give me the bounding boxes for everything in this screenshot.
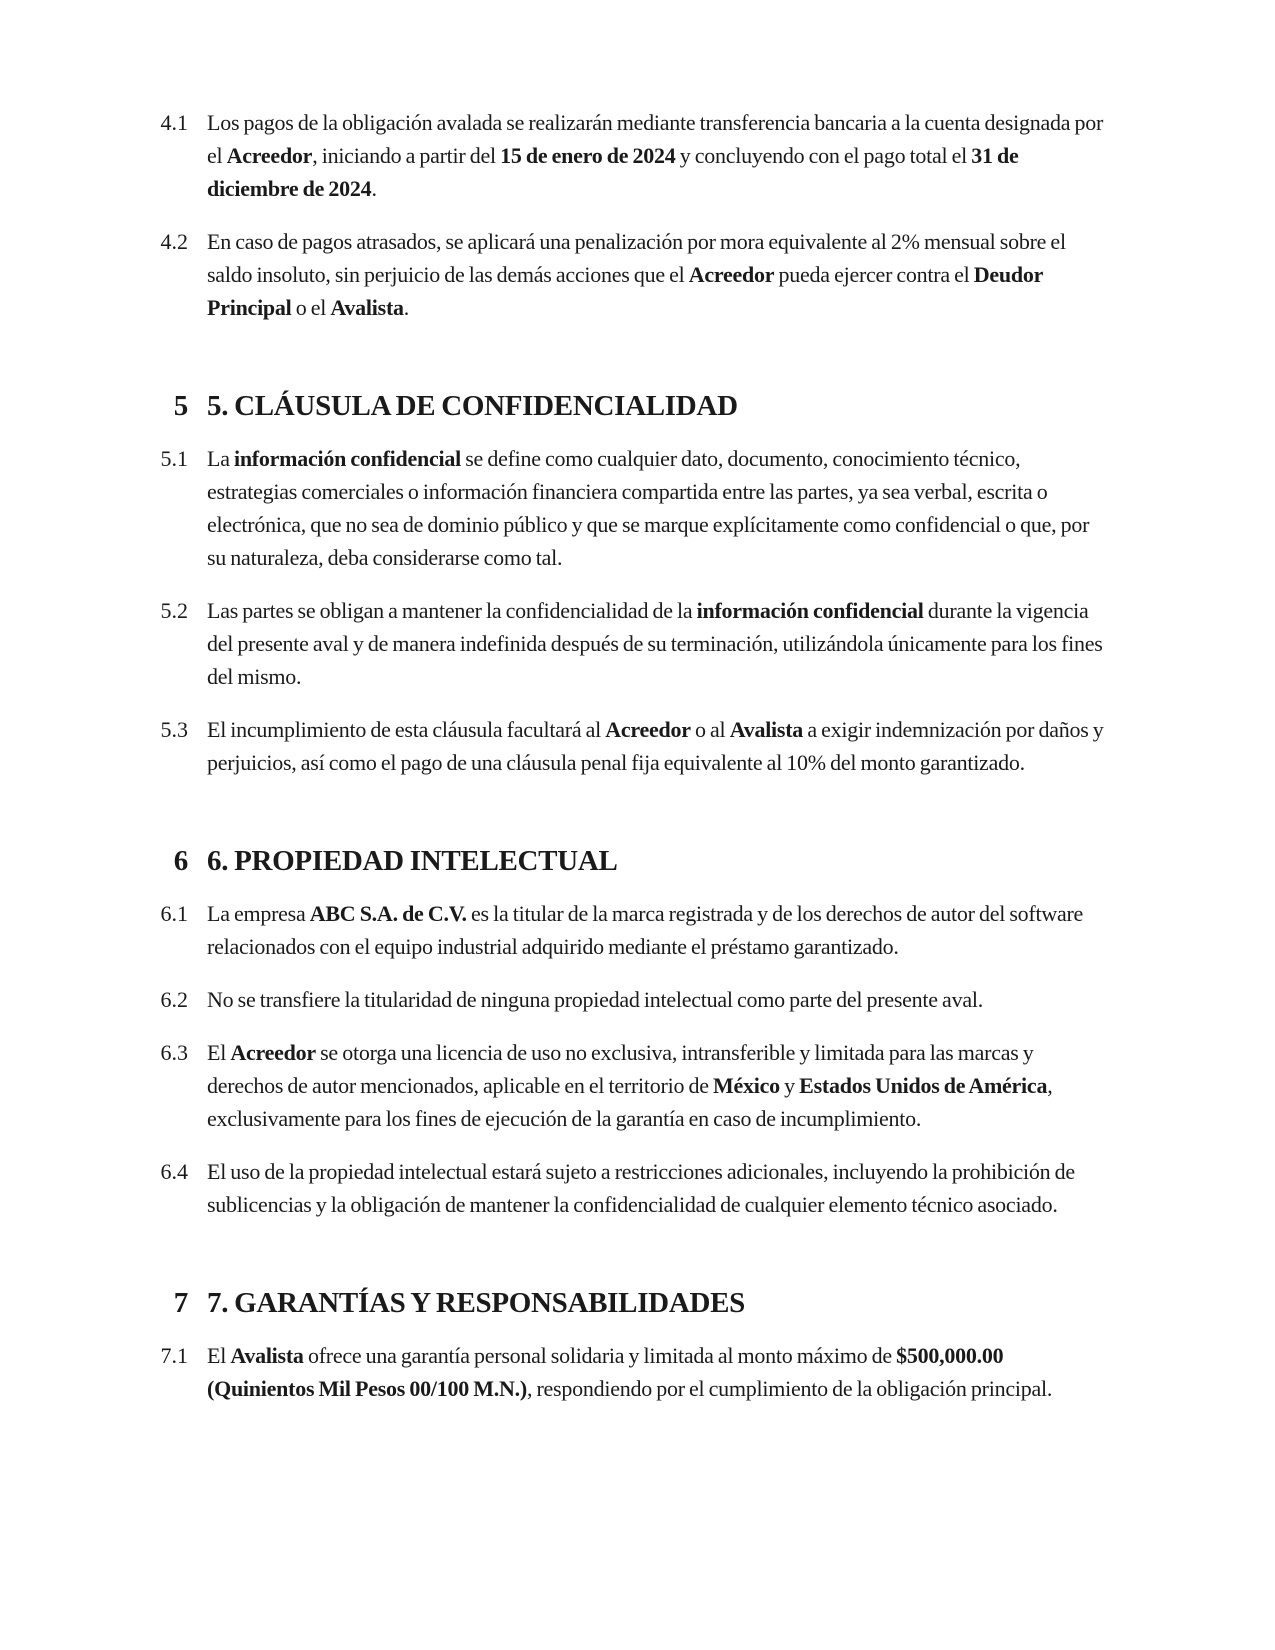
section-heading-row	[0, 386, 1275, 426]
bold-term: Acreedor	[688, 262, 775, 287]
section-number: 6	[173, 845, 188, 877]
clause-text	[207, 106, 1107, 205]
text-segment: se define como cualquier dato, documento, conocimiento técnico, estrategias comerciales o información financiera compartida entre las partes, ya sea verbal, escrita o electrónica, que no sea de dominio público y que se marque explícitamente como confidencial o que, por su naturaleza, deba considerarse como tal.	[207, 446, 1090, 570]
clause-text	[207, 1155, 1107, 1221]
clause-number: 6.3	[160, 1040, 188, 1065]
clause-row	[0, 106, 1275, 205]
text-segment: se otorga una licencia de uso no exclusiva, intransferible y limitada para las marcas y derechos de autor mencionados, aplicable en el territorio de	[207, 1040, 1034, 1098]
clause-number: 4.2	[160, 229, 188, 254]
text-segment: pueda ejercer contra el	[774, 262, 974, 287]
clause-text	[207, 1339, 1107, 1405]
clause-number: 5.1	[160, 446, 188, 471]
text-segment: durante la vigencia del presente aval y de manera indefinida después de su terminación, utilizándola únicamente para los fines del mismo.	[207, 598, 1103, 689]
clause-number: 6.4	[160, 1159, 188, 1184]
text-segment: y	[779, 1073, 800, 1098]
text-segment: Las partes se obligan a mantener la confidencialidad de la	[207, 598, 697, 623]
section-number: 5	[173, 390, 188, 422]
clause-number: 5.2	[160, 598, 188, 623]
bold-term: México	[712, 1073, 780, 1098]
text-segment: El uso de la propiedad intelectual estará sujeto a restricciones adicionales, incluyendo la prohibición de sublicencias y la obligación de mantener la confidencialidad de cualquier elemento técnico asociado.	[207, 1159, 1075, 1217]
bold-term: ABC S.A. de C.V.	[309, 901, 467, 926]
bold-term: información confidencial	[696, 598, 924, 623]
bold-term: Avalista	[330, 295, 404, 320]
clause-row	[0, 713, 1275, 779]
text-segment: ofrece una garantía personal solidaria y limitada al monto máximo de	[303, 1343, 897, 1368]
text-segment: , exclusivamente para los fines de ejecución de la garantía en caso de incumplimiento.	[207, 1073, 1053, 1131]
clause-row	[0, 897, 1275, 963]
text-segment: No se transfiere la titularidad de ninguna propiedad intelectual como parte del presente aval.	[207, 987, 983, 1012]
text-segment: , respondiendo por el cumplimiento de la obligación principal.	[526, 1376, 1053, 1401]
bold-term: $500,000.00 (Quinientos Mil Pesos 00/100 M.N.)	[207, 1343, 1004, 1401]
clause-row	[0, 983, 1275, 1016]
clause-text	[207, 442, 1107, 574]
text-segment: Los pagos de la obligación avalada se realizarán mediante transferencia bancaria a la cuenta designada por el	[207, 110, 1104, 168]
bold-term: Acreedor	[230, 1040, 316, 1065]
text-segment: o el	[291, 295, 331, 320]
bold-term: Estados Unidos de América	[799, 1073, 1048, 1098]
clause-text	[207, 897, 1107, 963]
clause-number: 5.3	[160, 717, 188, 742]
clause-number: 6.1	[160, 901, 188, 926]
section-heading-text: 6. PROPIEDAD INTELECTUAL	[207, 845, 618, 877]
bold-term: 31 de diciembre de 2024	[207, 143, 1019, 201]
text-segment: .	[371, 176, 377, 201]
text-segment: a exigir indemnización por daños y perjuicios, así como el pago de una cláusula penal fija equivalente al 10% del monto garantizado.	[207, 717, 1104, 775]
clause-text	[207, 1036, 1107, 1135]
clause-row	[0, 594, 1275, 693]
section-heading-row	[0, 1283, 1275, 1323]
clause-row	[0, 1036, 1275, 1135]
text-segment: El incumplimiento de esta cláusula facultará al	[207, 717, 606, 742]
text-segment: es la titular de la marca registrada y de los derechos de autor del software relacionados con el equipo industrial adquirido mediante el préstamo garantizado.	[207, 901, 1084, 959]
text-segment: El	[207, 1040, 231, 1065]
section-heading-text: 5. CLÁUSULA DE CONFIDENCIALIDAD	[207, 390, 738, 422]
section-number: 7	[173, 1287, 188, 1319]
bold-term: Avalista	[230, 1343, 304, 1368]
clause-text	[207, 983, 1107, 1016]
clause-row	[0, 1155, 1275, 1221]
text-segment: El	[207, 1343, 231, 1368]
bold-term: Deudor Principal	[207, 262, 1043, 320]
text-segment: .	[403, 295, 410, 320]
text-segment: En caso de pagos atrasados, se aplicará una penalización por mora equivalente al 2% mensual sobre el saldo insoluto, sin perjuicio de las demás acciones que el	[207, 229, 1066, 287]
text-segment: La empresa	[207, 901, 310, 926]
section-heading-row	[0, 841, 1275, 881]
clause-number: 7.1	[160, 1343, 188, 1368]
bold-term: información confidencial	[233, 446, 461, 471]
clause-text	[207, 713, 1107, 779]
clause-number: 6.2	[160, 987, 188, 1012]
text-segment: y concluyendo con el pago total el	[675, 143, 972, 168]
clause-row	[0, 225, 1275, 324]
bold-term: Avalista	[729, 717, 804, 742]
bold-term: 15 de enero de 2024	[500, 143, 676, 168]
bold-term: Acreedor	[226, 143, 313, 168]
clause-row	[0, 1339, 1275, 1405]
clause-text	[207, 594, 1107, 693]
clause-number: 4.1	[160, 110, 188, 135]
text-segment: o al	[690, 717, 730, 742]
text-segment: La	[207, 446, 234, 471]
text-segment: , iniciando a partir del	[312, 143, 501, 168]
clause-text	[207, 225, 1107, 324]
bold-term: Acreedor	[605, 717, 691, 742]
section-heading-text: 7. GARANTÍAS Y RESPONSABILIDADES	[207, 1287, 745, 1319]
clause-row	[0, 442, 1275, 574]
